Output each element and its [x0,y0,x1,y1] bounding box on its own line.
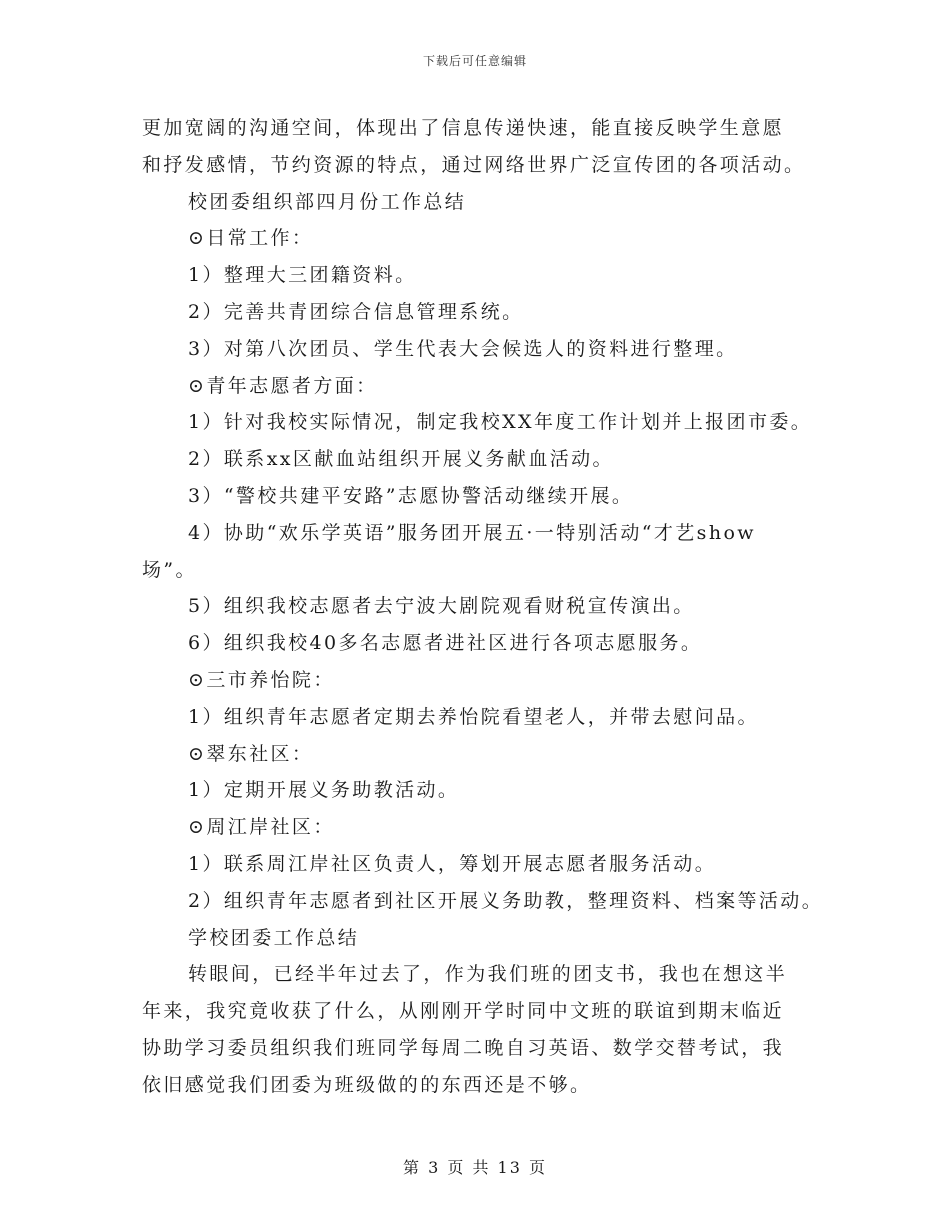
text-line-2: 和抒发感情，节约资源的特点，通过网络世界广泛宣传团的各项活动。 [142,153,806,176]
list-item: 1）定期开展义务助教活动。 [188,779,460,802]
paragraph-line: 年来，我究竟收获了什么，从刚刚开学时同中文班的联谊到期末临近 [142,1000,785,1023]
list-item: 2）完善共青团综合信息管理系统。 [188,300,524,323]
subsection-heading-volunteers: ⊙青年志愿者方面： [188,374,378,397]
text-line-1: 更加宽阔的沟通空间，体现出了信息传递快速，能直接反映学生意愿 [142,117,785,139]
section-heading-april-summary: 校团委组织部四月份工作总结 [188,190,467,213]
page-number: 第 3 页 共 13 页 [403,1158,547,1177]
list-item: 5）组织我校志愿者去宁波大剧院观看财税宣传演出。 [188,595,695,618]
list-item: 2）联系xx区献血站组织开展义务献血活动。 [188,448,614,471]
section-heading-school-league-summary: 学校团委工作总结 [188,926,360,949]
paragraph-line: 依旧感觉我们团委为班级做的的东西还是不够。 [142,1073,592,1096]
list-item-continuation: 场”。 [142,558,197,581]
paragraph-line: 协助学习委员组织我们班同学每周二晚自习英语、数学交替考试，我 [142,1036,785,1059]
subsection-heading-zhoujiangan-community: ⊙周江岸社区： [188,816,335,839]
list-item: 6）组织我校40多名志愿者进社区进行各项志愿服务。 [188,632,703,655]
subsection-heading-cuidong-community: ⊙翠东社区： [188,742,314,765]
page-header-note: 下载后可任意编辑 [422,54,527,68]
list-item: 1）组织青年志愿者定期去养怡院看望老人，并带去慰问品。 [188,705,759,728]
list-item: 1）联系周江岸社区负责人，筹划开展志愿者服务活动。 [188,852,717,875]
document-body [142,110,832,1104]
paragraph-line: 转眼间，已经半年过去了，作为我们班的团支书，我也在想这半 [188,963,788,986]
list-item: 2）组织青年志愿者到社区开展义务助教，整理资料、档案等活动。 [188,889,824,912]
subsection-heading-daily-work: ⊙日常工作： [188,227,314,250]
list-item: 4）协助“欢乐学英语”服务团开展五·一特别活动“才艺show [188,521,756,544]
list-item: 1）针对我校实际情况，制定我校XX年度工作计划并上报团市委。 [188,411,813,434]
subsection-heading-sanshi-nursing-home: ⊙三市养怡院： [188,668,335,691]
list-item: 3）对第八次团员、学生代表大会候选人的资料进行整理。 [188,337,738,360]
list-item: 3）“警校共建平安路”志愿协警活动继续开展。 [188,484,634,507]
list-item: 1）整理大三团籍资料。 [188,264,417,287]
